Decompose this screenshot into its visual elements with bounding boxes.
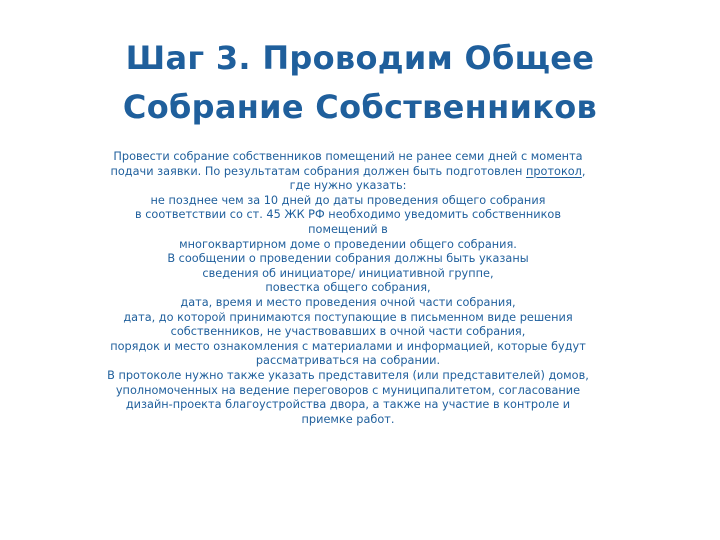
body-line-10: повестка общего собрания, <box>265 281 431 295</box>
body-line-15: рассматриваться на собрании. <box>255 354 441 368</box>
body-line-8: В сообщении о проведении собрания должны быть указаны <box>167 252 529 266</box>
protocol-underlined-word: протокол <box>525 164 582 178</box>
body-line-6: помещений в <box>308 222 388 236</box>
slide-body-text <box>78 150 618 427</box>
slide-title-line-2: Собрание Собственников <box>122 88 598 126</box>
body-line-14: порядок и место ознакомления с материалами и информацией, которые будут <box>110 339 586 353</box>
slide-title <box>60 34 660 132</box>
body-line-16: В протоколе нужно также указать представителя (или представителей) домов, <box>107 368 589 382</box>
body-line-17: уполномоченных на ведение переговоров с муниципалитетом, согласование <box>115 383 581 397</box>
body-line-7: многоквартирном доме о проведении общего собрания. <box>179 237 517 251</box>
body-line-5: в соответствии со ст. 45 ЖК РФ необходимо уведомить собственников <box>134 208 562 222</box>
body-line-9: сведения об инициаторе/ инициативной группе, <box>202 266 494 280</box>
body-line-2 <box>78 165 618 180</box>
body-line-2-comma: , <box>581 164 586 178</box>
body-line-2-text: подачи заявки. По результатам собрания должен быть подготовлен <box>110 164 526 178</box>
body-line-19: приемке работ. <box>301 412 395 426</box>
body-line-1: Провести собрание собственников помещений не ранее семи дней с момента <box>113 150 583 163</box>
body-line-11: дата, время и место проведения очной части собрания, <box>180 295 516 309</box>
body-line-18: дизайн-проекта благоустройства двора, а также на участие в контроле и <box>125 398 571 412</box>
body-line-13: собственников, не участвовавших в очной части собрания, <box>170 325 526 339</box>
body-line-12: дата, до которой принимаются поступающие в письменном виде решения <box>123 310 573 324</box>
body-line-4: не позднее чем за 10 дней до даты проведения общего собрания <box>150 193 546 207</box>
slide-title-line-1: Шаг 3. Проводим Общее <box>125 39 595 77</box>
body-line-3: где нужно указать: <box>289 179 407 193</box>
